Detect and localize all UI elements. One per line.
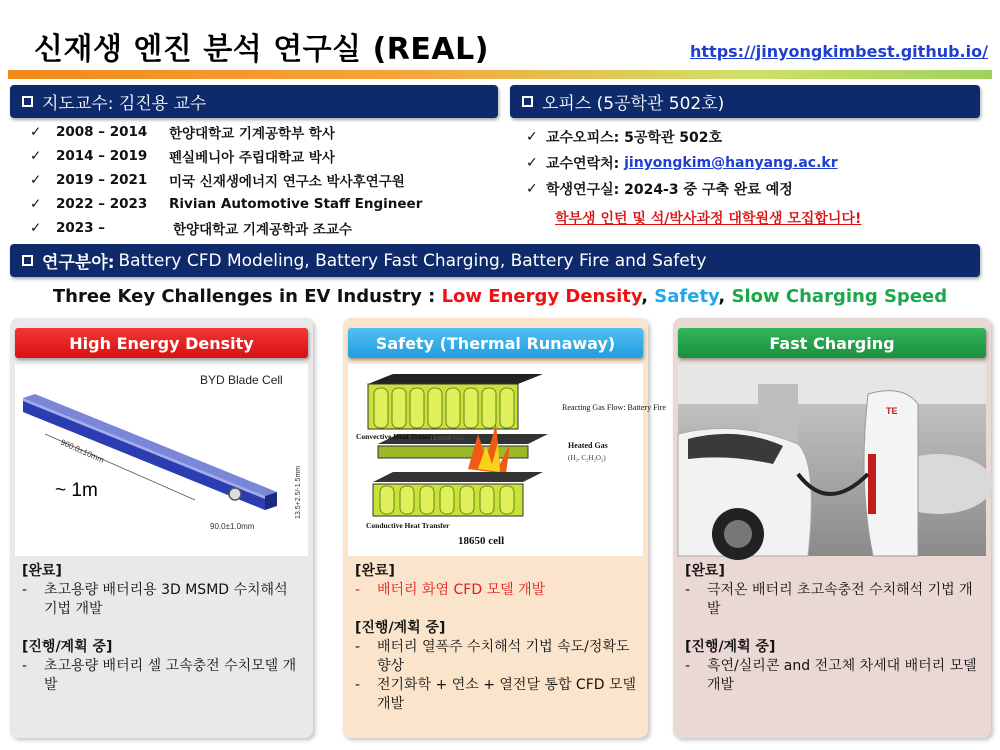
office-label: 교수오피스: <box>546 130 620 146</box>
challenge-separator: , <box>641 286 655 307</box>
checkmark-icon: ✓ <box>30 220 42 236</box>
panel-description <box>685 562 983 695</box>
career-desc: 한양대학교 기계공학부 학사 <box>169 126 335 142</box>
email-link[interactable]: jinyongkim@hanyang.ac.kr <box>624 155 838 171</box>
challenge-separator: , <box>718 286 732 307</box>
career-item <box>30 168 422 192</box>
research-label: 연구분야: <box>42 253 115 273</box>
done-item-text: 배터리 화염 CFD 모델 개발 <box>377 582 546 598</box>
thermal-runaway-illustration <box>348 364 666 556</box>
done-item: - 배터리 화염 CFD 모델 개발 <box>355 582 546 598</box>
done-heading: [완료] <box>22 563 62 579</box>
career-desc: 미국 신재생에너지 연구소 박사후연구원 <box>169 174 405 190</box>
supercharger-photo <box>678 364 986 556</box>
checkmark-icon: ✓ <box>526 181 538 197</box>
panel-energy-density <box>10 318 313 738</box>
office-heading-bar <box>510 85 980 118</box>
terminal-icon <box>229 488 241 500</box>
office-info-list <box>526 124 838 202</box>
challenge-safety: Safety <box>654 286 719 307</box>
done-item-text: 극저온 배터리 초고속충전 수치해석 기법 개발 <box>707 582 973 617</box>
label-conductive: Conductive Heat Transfer <box>366 521 450 530</box>
lab-website-link[interactable]: https://jinyongkimbest.github.io/ <box>690 42 988 61</box>
research-fields: Battery CFD Modeling, Battery Fast Charging, Battery Fire and Safety <box>118 250 707 271</box>
label-reacting-flow: Reacting Gas Flow: Battery Fire <box>562 403 666 412</box>
checkmark-icon: ✓ <box>526 129 538 145</box>
panel-description <box>355 562 640 714</box>
checkmark-icon: ✓ <box>30 124 42 140</box>
done-item: - 극저온 배터리 초고속충전 수치해석 기법 개발 <box>685 581 983 619</box>
size-note: ~ 1m <box>55 480 98 501</box>
dim-length: 960.0±10mm <box>59 437 106 465</box>
career-desc: 펜실베니아 주립대학교 박사 <box>169 150 335 166</box>
career-item <box>30 144 422 168</box>
progress-heading: [진행/계획 중] <box>685 639 776 655</box>
progress-heading: [진행/계획 중] <box>355 620 446 636</box>
progress-heading: [진행/계획 중] <box>22 639 113 655</box>
career-years: 2008 – 2014 <box>56 124 148 140</box>
panel-title: Fast Charging <box>678 328 986 358</box>
checkmark-icon: ✓ <box>30 196 42 212</box>
progress-item: - 흑연/실리콘 and 전고체 차세대 배터리 모델 개발 <box>685 657 983 695</box>
advisor-career-list <box>30 120 422 240</box>
career-desc: 한양대학교 기계공학과 조교수 <box>173 222 352 238</box>
supercharger-illustration <box>678 364 986 556</box>
label-convective: Convective Heat Transfer <box>356 432 439 441</box>
challenges-headline <box>0 286 1000 307</box>
dim-thickness: 13.5+2.5/-1.5mm <box>295 465 302 519</box>
checkbox-square-icon <box>22 255 33 266</box>
progress-item-text: 전기화학 + 연소 + 열전달 통합 CFD 모델 개발 <box>377 677 637 712</box>
done-heading: [완료] <box>685 563 725 579</box>
blade-cell-image <box>15 364 308 556</box>
label-gas-formula: (H₂, C₂H₂O₂) <box>568 454 606 462</box>
panel-fast-charging <box>673 318 991 738</box>
brand-mark: TE <box>886 406 898 416</box>
progress-item: - 전기화학 + 연소 + 열전달 통합 CFD 모델 개발 <box>355 676 640 714</box>
office-item <box>526 150 838 176</box>
blade-cell-illustration <box>15 364 308 556</box>
challenges-prefix: Three Key Challenges in EV Industry : <box>52 286 442 307</box>
blade-caption: BYD Blade Cell <box>200 373 283 387</box>
page-title: 신재생 엔진 분석 연구실 (REAL) <box>34 32 489 67</box>
header-divider <box>8 70 992 79</box>
office-heading: 오피스 (5공학관 502호) <box>542 94 725 114</box>
checkmark-icon: ✓ <box>30 172 42 188</box>
checkbox-square-icon <box>22 96 33 107</box>
checkmark-icon: ✓ <box>30 148 42 164</box>
progress-item-text: 흑연/실리콘 and 전고체 차세대 배터리 모델 개발 <box>707 658 977 693</box>
office-item <box>526 176 838 202</box>
done-item: - 초고용량 배터리용 3D MSMD 수치해석 기법 개발 <box>22 581 305 619</box>
contact-label: 교수연락처: <box>546 156 620 172</box>
career-desc: Rivian Automotive Staff Engineer <box>169 196 423 212</box>
career-years: 2019 – 2021 <box>56 172 148 188</box>
recruit-notice: 학부생 인턴 및 석/박사과정 대학원생 모집합니다! <box>555 211 862 227</box>
panel-description <box>22 562 305 695</box>
done-item-text: 초고용량 배터리용 3D MSMD 수치해석 기법 개발 <box>44 582 288 617</box>
advisor-heading: 지도교수: 김진용 교수 <box>42 94 207 114</box>
career-years: 2014 – 2019 <box>56 148 148 164</box>
lab-label: 학생연구실: <box>546 182 620 198</box>
career-item <box>30 216 422 240</box>
office-item <box>526 124 838 150</box>
career-years: 2023 – <box>56 220 106 236</box>
advisor-heading-bar <box>10 85 498 118</box>
progress-item-text: 배터리 열폭주 수치해석 기법 속도/정확도향상 <box>377 639 630 674</box>
checkmark-icon: ✓ <box>526 155 538 171</box>
checkbox-square-icon <box>522 96 533 107</box>
progress-item: - 초고용량 배터리 셀 고속충전 수치모델 개발 <box>22 657 305 695</box>
progress-item: - 배터리 열폭주 수치해석 기법 속도/정확도향상 <box>355 638 640 676</box>
challenge-energy-density: Low Energy Density <box>441 286 642 307</box>
office-value: 5공학관 502호 <box>624 130 723 146</box>
career-years: 2022 – 2023 <box>56 196 148 212</box>
panel-title: Safety (Thermal Runaway) <box>348 328 643 358</box>
challenge-charging-speed: Slow Charging Speed <box>731 286 948 307</box>
label-cell: 18650 cell <box>458 535 505 547</box>
research-heading-bar <box>10 244 980 277</box>
panel-title: High Energy Density <box>15 328 308 358</box>
dim-width: 90.0±1.0mm <box>210 522 255 531</box>
thermal-runaway-image <box>348 364 666 556</box>
done-heading: [완료] <box>355 563 395 579</box>
lab-value: 2024-3 중 구축 완료 예정 <box>624 182 793 198</box>
career-item <box>30 192 422 216</box>
panel-safety <box>343 318 666 738</box>
career-item <box>30 120 422 144</box>
label-heated-gas-right: Heated Gas <box>568 441 608 450</box>
progress-item-text: 초고용량 배터리 셀 고속충전 수치모델 개발 <box>44 658 297 693</box>
label-heated-gas-left: Heated Gas <box>430 433 465 442</box>
